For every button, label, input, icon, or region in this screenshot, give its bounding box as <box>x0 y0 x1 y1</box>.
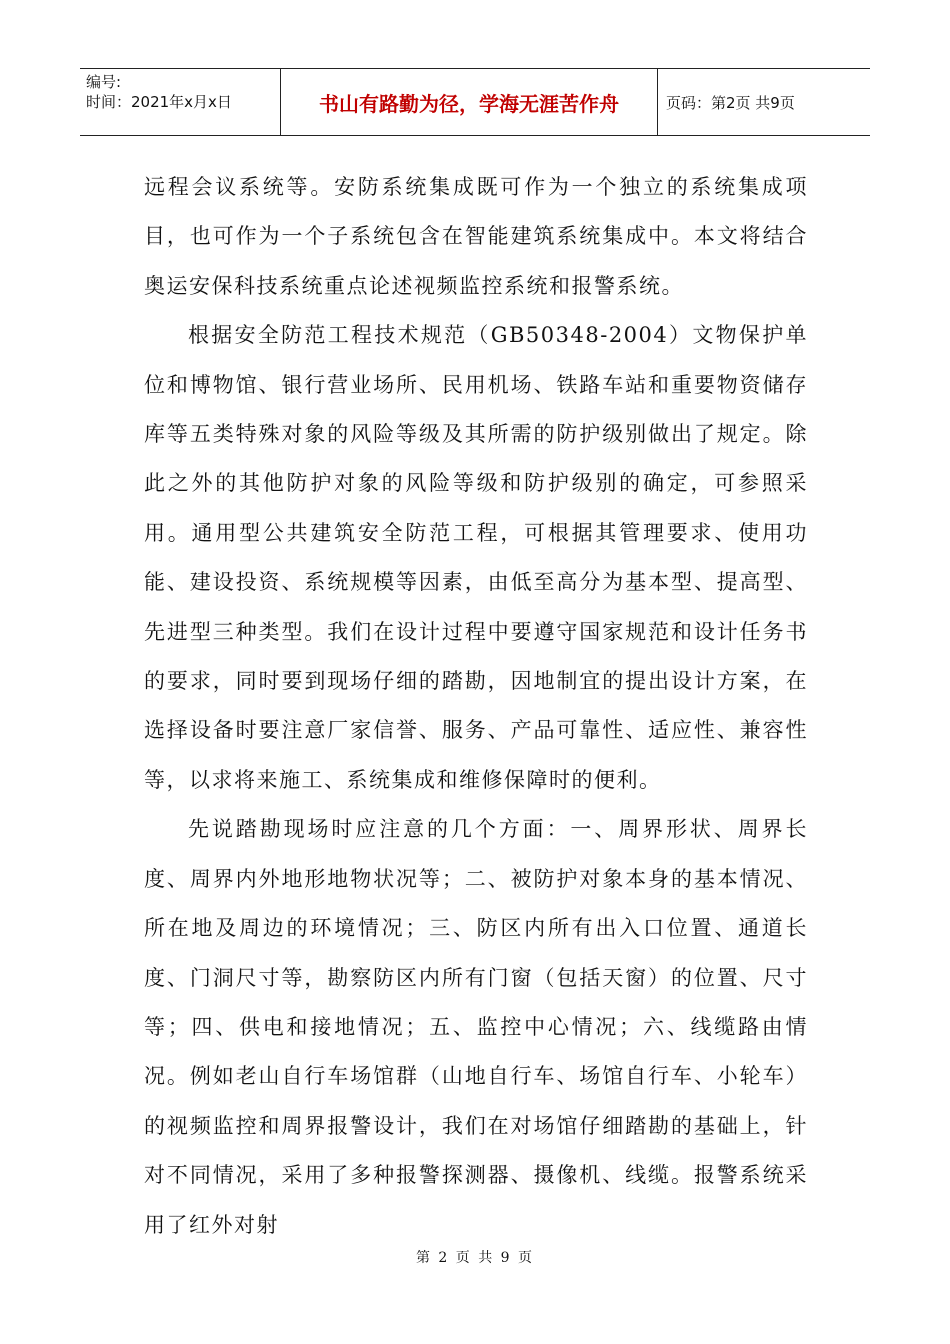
header-info-cell <box>80 69 280 135</box>
page-header <box>80 68 870 136</box>
paragraph-1: 远程会议系统等。安防系统集成既可作为一个独立的系统集成项目，也可作为一个子系统包含在智能建筑系统集成中。本文将结合奥运安保科技系统重点论述视频监控系统和报警系统。 <box>144 175 808 298</box>
header-motto: 书山有路勤为径，学海无涯苦作舟 <box>280 69 658 135</box>
paragraph-3: 先说踏勘现场时应注意的几个方面：一、周界形状、周界长度、周界内外地形地物状况等；二、被防护对象本身的基本情况、所在地及周边的环境情况；三、防区内所有出入口位置、通道长度、门洞尺寸等，勘察防区内所有门窗（包括天窗）的位置、尺寸等；四、供电和接地情况；五、监控中心情况；六、线缆路由情况。例如老山自行车场馆群（山地自行车、场馆自行车、小轮车）的视频监控和周界报警设计，我们在对场馆仔细踏勘的基础上，针对不同情况，采用了多种报警探测器、摄像机、线缆。报警系统采用了红外对射 <box>144 817 808 1237</box>
page-footer: 第 2 页 共 9 页 <box>415 1250 535 1266</box>
document-number-label: 编号: <box>86 73 122 91</box>
document-body <box>144 163 808 1250</box>
paragraph-2: 根据安全防范工程技术规范（GB50348-2004）文物保护单位和博物馆、银行营业场所、民用机场、铁路车站和重要物资储存库等五类特殊对象的风险等级及其所需的防护级别做出了规定。除此之外的其他防护对象的风险等级和防护级别的确定，可参照采用。通用型公共建筑安全防范工程，可根据其管理要求、使用功能、建设投资、系统规模等因素，由低至高分为基本型、提高型、先进型三种类型。我们在设计过程中要遵守国家规范和设计任务书的要求，同时要到现场仔细的踏勘，因地制宜的提出设计方案，在选择设备时要注意厂家信誉、服务、产品可靠性、适应性、兼容性等，以求将来施工、系统集成和维修保障时的便利。 <box>144 323 808 792</box>
header-page-code: 页码：第2页 共9页 <box>666 93 795 112</box>
document-time-label: 时间：2021年x月x日 <box>86 93 232 111</box>
